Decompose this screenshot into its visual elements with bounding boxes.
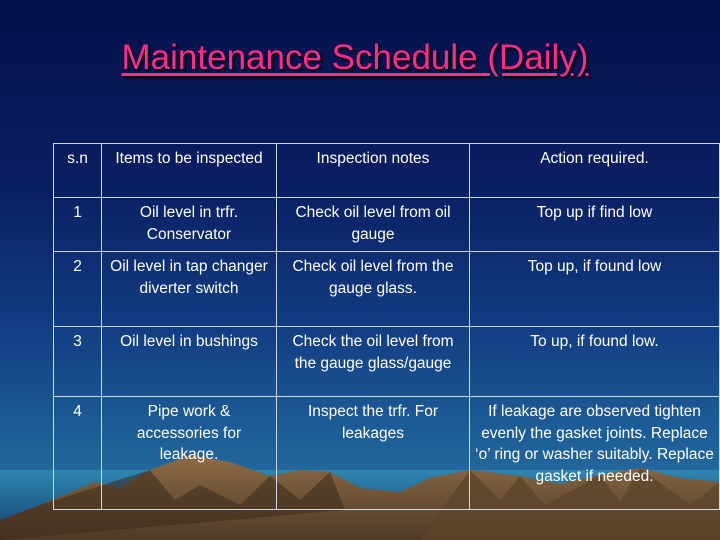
table-row [54, 252, 720, 327]
cell-action: Top up if find low [470, 198, 720, 252]
cell-sn: 4 [54, 397, 102, 510]
cell-inspection-note: Inspect the trfr. For leakages [277, 397, 470, 510]
cell-sn: 1 [54, 198, 102, 252]
header-action-required: Action required. [470, 144, 720, 198]
page-title: Maintenance Schedule (Daily) [121, 38, 589, 77]
cell-sn: 2 [54, 252, 102, 327]
table-row [54, 327, 720, 397]
cell-inspection-note: Check oil level from oil gauge [277, 198, 470, 252]
cell-item: Oil level in tap changer diverter switch [102, 252, 277, 327]
header-inspection-notes: Inspection notes [277, 144, 470, 198]
table-row [54, 198, 720, 252]
cell-action: Top up, if found low [470, 252, 720, 327]
cell-sn: 3 [54, 327, 102, 397]
header-sn: s.n [54, 144, 102, 198]
cell-inspection-note: Check oil level from the gauge glass. [277, 252, 470, 327]
cell-item: Oil level in bushings [102, 327, 277, 397]
cell-item: Oil level in trfr. Conservator [102, 198, 277, 252]
table-header-row [54, 144, 720, 198]
maintenance-table [53, 143, 720, 510]
table-row [54, 397, 720, 510]
header-items: Items to be inspected [102, 144, 277, 198]
cell-action: To up, if found low. [470, 327, 720, 397]
cell-inspection-note: Check the oil level from the gauge glass/gauge [277, 327, 470, 397]
cell-item: Pipe work & accessories for leakage. [102, 397, 277, 510]
cell-action: If leakage are observed tighten evenly the gasket joints. Replace ‘o’ ring or washer suitably. Replace gasket if needed. [470, 397, 720, 510]
